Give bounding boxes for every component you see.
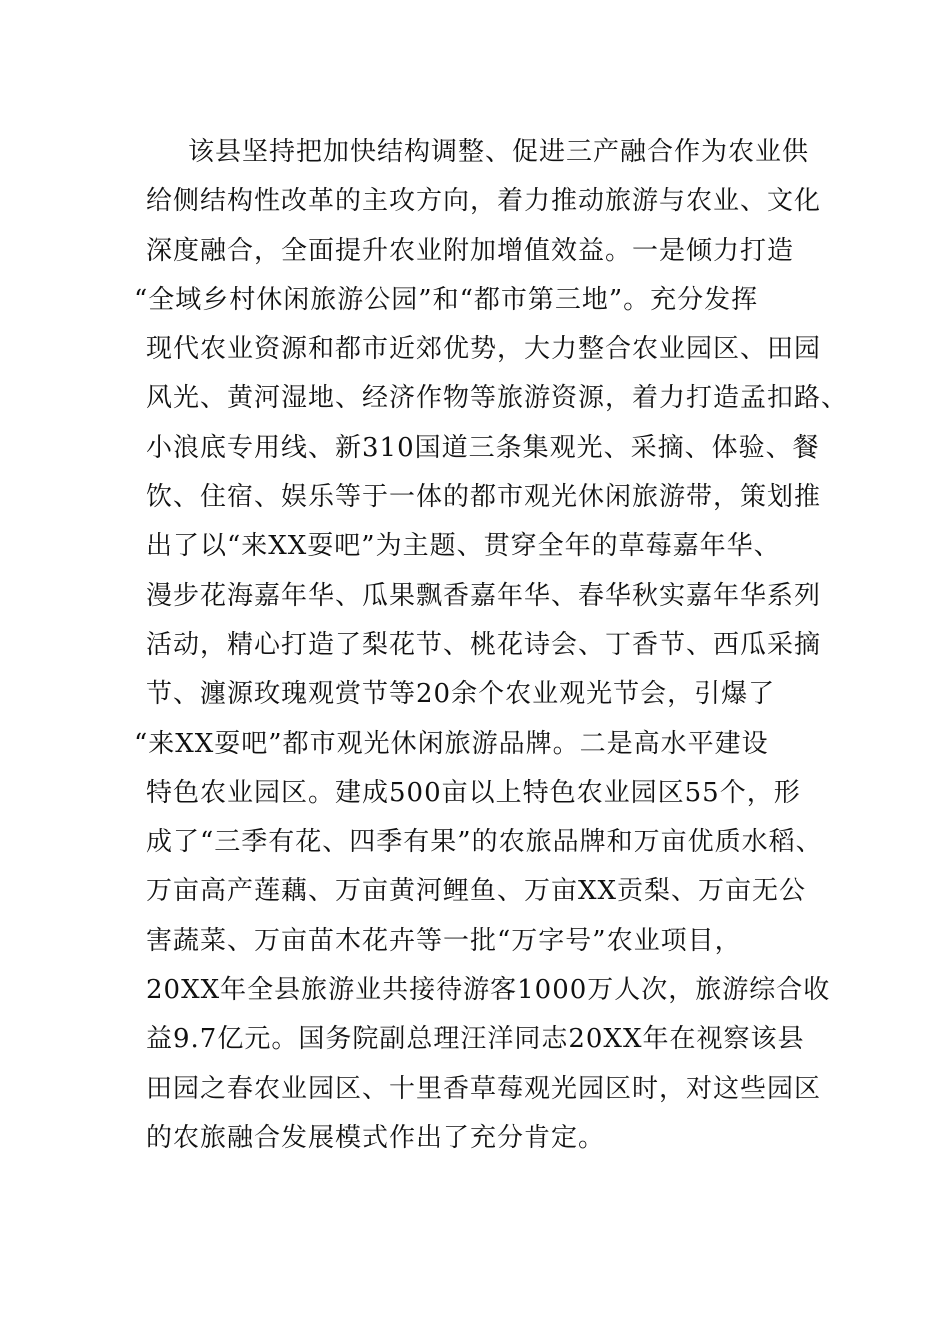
- text-line: 出了以“来XX耍吧”为主题、贯穿全年的草莓嘉年华、: [146, 531, 781, 562]
- text-line: 田园之春农业园区、十里香草莓观光园区时，对这些园区: [146, 1073, 822, 1104]
- text-line: 的农旅融合发展模式作出了充分肯定。: [146, 1122, 606, 1153]
- text-line: 给侧结构性改革的主攻方向，着力推动旅游与农业、文化: [146, 186, 822, 217]
- text-line: 现代农业资源和都市近郊优势，大力整合农业园区、田园: [146, 334, 822, 365]
- text-line: “全域乡村休闲旅游公园”和“都市第三地”。充分发挥: [134, 284, 759, 315]
- text-line: 该县坚持把加快结构调整、促进三产融合作为农业供: [188, 137, 810, 167]
- text-line: 万亩高产莲藕、万亩黄河鲤鱼、万亩XX贡梨、万亩无公: [146, 876, 807, 907]
- text-line: 益9.7亿元。国务院副总理汪洋同志20XX年在视察该县: [146, 1024, 805, 1055]
- text-line: 特色农业园区。建成500亩以上特色农业园区55个，形: [146, 777, 801, 808]
- body-paragraph: [134, 128, 849, 1163]
- text-line: 活动，精心打造了梨花节、桃花诗会、丁香节、西瓜采摘: [146, 629, 822, 660]
- text-line: 漫步花海嘉年华、瓜果飘香嘉年华、春华秋实嘉年华系列: [146, 580, 822, 611]
- text-line: 小浪底专用线、新310国道三条集观光、采摘、体验、餐: [146, 432, 820, 463]
- text-line: 节、瀍源玫瑰观赏节等20余个农业观光节会，引爆了: [146, 679, 776, 710]
- text-line: “来XX耍吧”都市观光休闲旅游品牌。二是高水平建设: [134, 728, 769, 759]
- text-line: 风光、黄河湿地、经济作物等旅游资源，着力打造孟扣路、: [146, 383, 849, 414]
- text-line: 饮、住宿、娱乐等于一体的都市观光休闲旅游带，策划推: [146, 482, 822, 513]
- text-line: 成了“三季有花、四季有果”的农旅品牌和万亩优质水稻、: [146, 827, 823, 858]
- text-line: 害蔬菜、万亩苗木花卉等一批“万字号”农业项目，: [146, 925, 742, 956]
- text-line: 深度融合，全面提升农业附加增值效益。一是倾力打造: [146, 235, 795, 266]
- text-line: 20XX年全县旅游业共接待游客1000万人次，旅游综合收: [146, 975, 831, 1006]
